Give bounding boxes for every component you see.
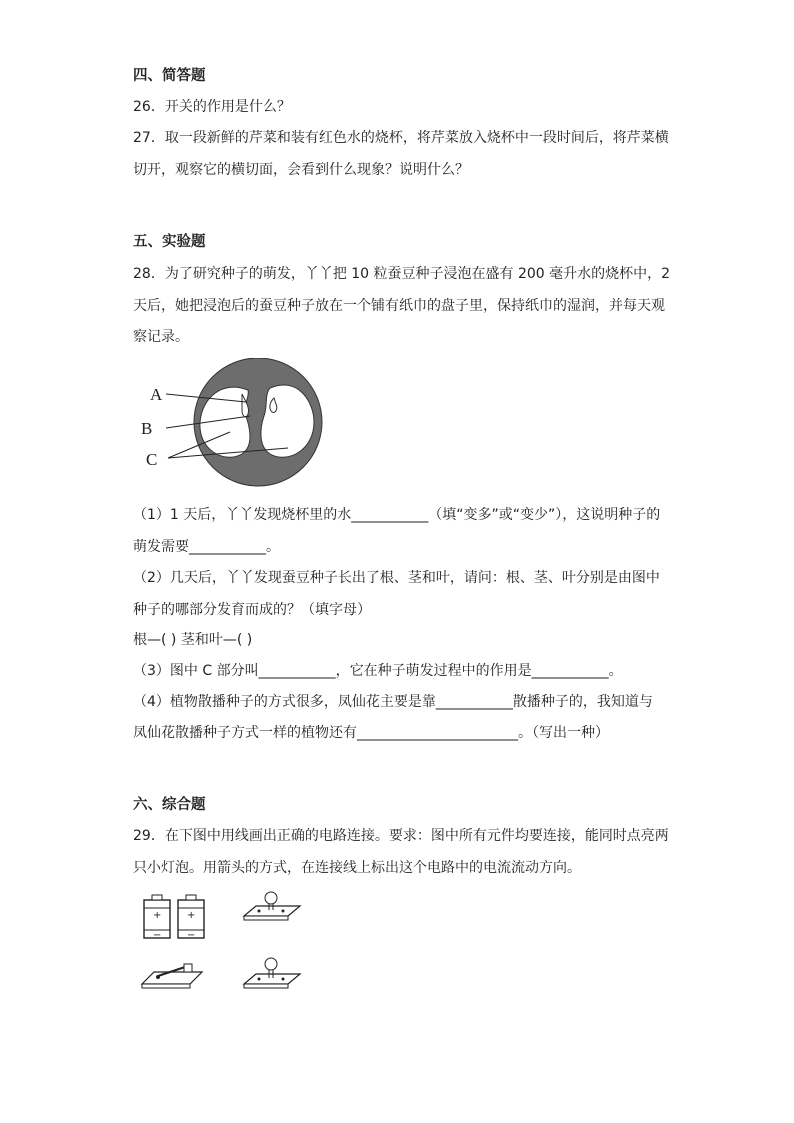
- switch-icon: [142, 964, 202, 988]
- question-28-line-3: 察记录。: [133, 329, 189, 345]
- sub-question-1-line-2: 萌发需要___________。: [133, 539, 280, 555]
- sub-question-2-line-3: 根—( ) 茎和叶—( ): [133, 632, 253, 648]
- sub-question-2-line-1: （2）几天后，丫丫发现蚕豆种子长出了根、茎和叶，请问：根、茎、叶分别是由图中: [133, 570, 660, 586]
- question-29-line-1: 29．在下图中用线画出正确的电路连接。要求：图中所有元件均要连接，能同时点亮两: [133, 828, 669, 844]
- sub-question-4-line-2: 凤仙花散播种子方式一样的植物还有_______________________。（写出一种）: [133, 725, 609, 741]
- sub-question-4-line-1: （4）植物散播种子的方式很多，凤仙花主要是靠___________散播种子的，我知道与: [133, 694, 653, 710]
- bulb-2-icon: [244, 958, 300, 988]
- sub-question-2-line-2: 种子的哪部分发育而成的？（填字母）: [133, 602, 371, 618]
- battery-1-plus: +: [153, 910, 162, 921]
- battery-2-icon: [178, 895, 204, 941]
- question-28-line-2: 天后，她把浸泡后的蚕豆种子放在一个铺有纸巾的盘子里，保持纸巾的湿润，并每天观: [133, 298, 665, 314]
- sub-question-3: （3）图中 C 部分叫___________，它在种子萌发过程中的作用是___________。: [133, 663, 623, 679]
- label-a: A: [150, 385, 163, 404]
- question-27-line-1: 27．取一段新鲜的芹菜和装有红色水的烧杯，将芹菜放入烧杯中一段时间后，将芹菜横: [133, 130, 669, 146]
- section-5-heading: 五、实验题: [133, 234, 206, 250]
- battery-1-minus: −: [153, 930, 162, 941]
- sub-question-1-line-1: （1）1 天后，丫丫发现烧杯里的水___________（填“变多”或“变少”），这说明种子的: [133, 507, 661, 523]
- label-c: C: [146, 450, 158, 469]
- question-27-line-2: 切开，观察它的横切面，会看到什么现象？说明什么？: [133, 162, 469, 178]
- section-4-heading: 四、简答题: [133, 68, 206, 84]
- battery-1-icon: [144, 895, 170, 941]
- battery-2-minus: −: [187, 930, 196, 941]
- question-26: 26．开关的作用是什么？: [133, 99, 291, 115]
- label-b: B: [141, 419, 153, 438]
- bean-seed-figure: [138, 358, 328, 490]
- question-29-line-2: 只小灯泡。用箭头的方式，在连接线上标出这个电路中的电流流动方向。: [133, 860, 581, 876]
- bulb-1-icon: [244, 892, 300, 920]
- question-28-line-1: 28．为了研究种子的萌发，丫丫把 10 粒蚕豆种子浸泡在盛有 200 毫升水的烧杯中，2: [133, 266, 671, 282]
- battery-2-plus: +: [187, 910, 196, 921]
- circuit-components-figure: [138, 888, 318, 998]
- section-6-heading: 六、综合题: [133, 797, 206, 813]
